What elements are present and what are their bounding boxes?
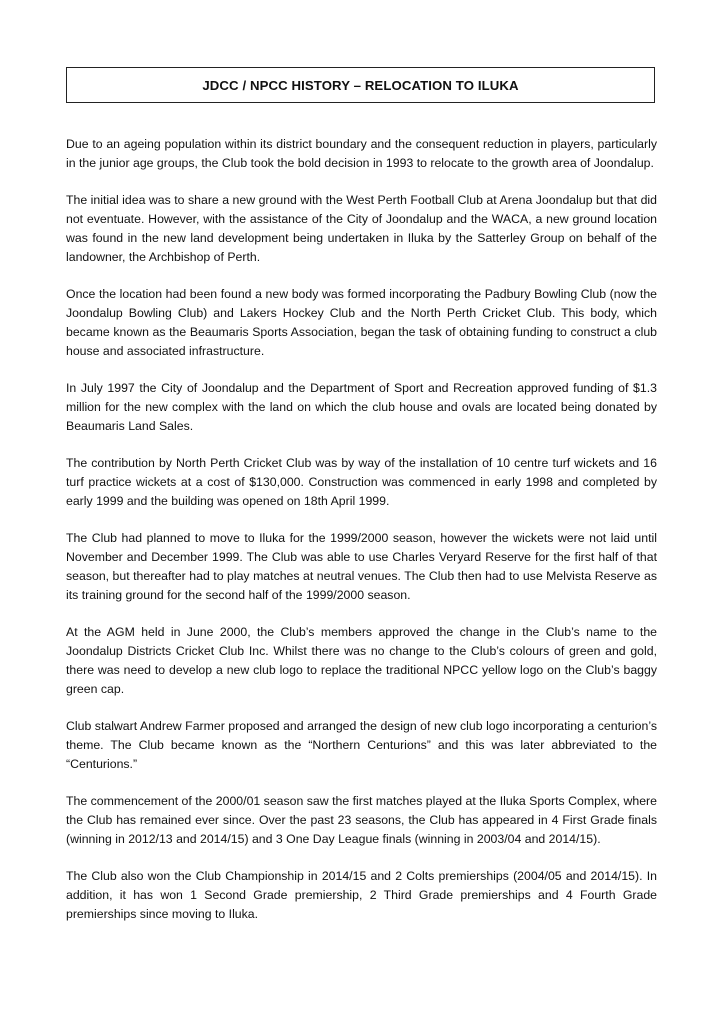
paragraph-initial-idea: The initial idea was to share a new ground with the West Perth Football Club at Arena Joondalup but that did not eventuate. However, with the assistance of the City of Joondalup and the WACA, a new ground location was found in the new land development being undertaken in Iluka by the Satterley Group on behalf of the landowner, the Archbishop of Perth. (66, 193, 657, 264)
paragraph-relocation-decision: Due to an ageing population within its district boundary and the consequent reduction in players, particularly in the junior age groups, the Club took the bold decision in 1993 to relocate to the growth area of Joondalup. (66, 137, 657, 170)
paragraph-beaumaris-association: Once the location had been found a new body was formed incorporating the Padbury Bowling Club (now the Joondalup Bowling Club) and Lakers Hockey Club and the North Perth Cricket Club. This body, which became known as the Beaumaris Sports Association, began the task of obtaining funding to construct a club house and associated infrastructure. (66, 287, 657, 358)
paragraph-planned-move: The Club had planned to move to Iluka for the 1999/2000 season, however the wickets were not laid until November and December 1999. The Club was able to use Charles Veryard Reserve for the first half of that season, but thereafter had to play matches at neutral venues. The Club then had to use Melvista Reserve as its training ground for the second half of the 1999/2000 season. (66, 531, 657, 602)
paragraph-contribution: The contribution by North Perth Cricket Club was by way of the installation of 10 centre turf wickets and 16 turf practice wickets at a cost of $130,000. Construction was commenced in early 1998 and completed by early 1999 and the building was opened on 18th April 1999. (66, 456, 657, 508)
paragraph-centurions-logo: Club stalwart Andrew Farmer proposed and arranged the design of new club logo incorporating a centurion’s theme. The Club became known as the “Northern Centurions” and this was later abbreviated to the “Centurions.” (66, 719, 657, 771)
paragraph-iluka-seasons: The commencement of the 2000/01 season saw the first matches played at the Iluka Sports Complex, where the Club has remained ever since. Over the past 23 seasons, the Club has appeared in 4 First Grade finals (winning in 2012/13 and 2014/15) and 3 One Day League finals (winning in 2003/04 and 2014/15). (66, 794, 657, 846)
paragraph-funding: In July 1997 the City of Joondalup and the Department of Sport and Recreation approved funding of $1.3 million for the new complex with the land on which the club house and ovals are located being donated by Beaumaris Land Sales. (66, 381, 657, 433)
page-title: JDCC / NPCC HISTORY – RELOCATION TO ILUKA (202, 77, 519, 93)
document-body (66, 135, 657, 942)
paragraph-agm-name-change: At the AGM held in June 2000, the Club’s members approved the change in the Club’s name to the Joondalup Districts Cricket Club Inc. Whilst there was no change to the Club’s colours of green and gold, there was need to develop a new club logo to replace the traditional NPCC yellow logo on the Club’s baggy green cap. (66, 625, 657, 696)
paragraph-championships: The Club also won the Club Championship in 2014/15 and 2 Colts premierships (2004/05 and 2014/15). In addition, it has won 1 Second Grade premiership, 2 Third Grade premierships and 4 Fourth Grade premierships since moving to Iluka. (66, 869, 657, 921)
title-box (66, 67, 655, 103)
